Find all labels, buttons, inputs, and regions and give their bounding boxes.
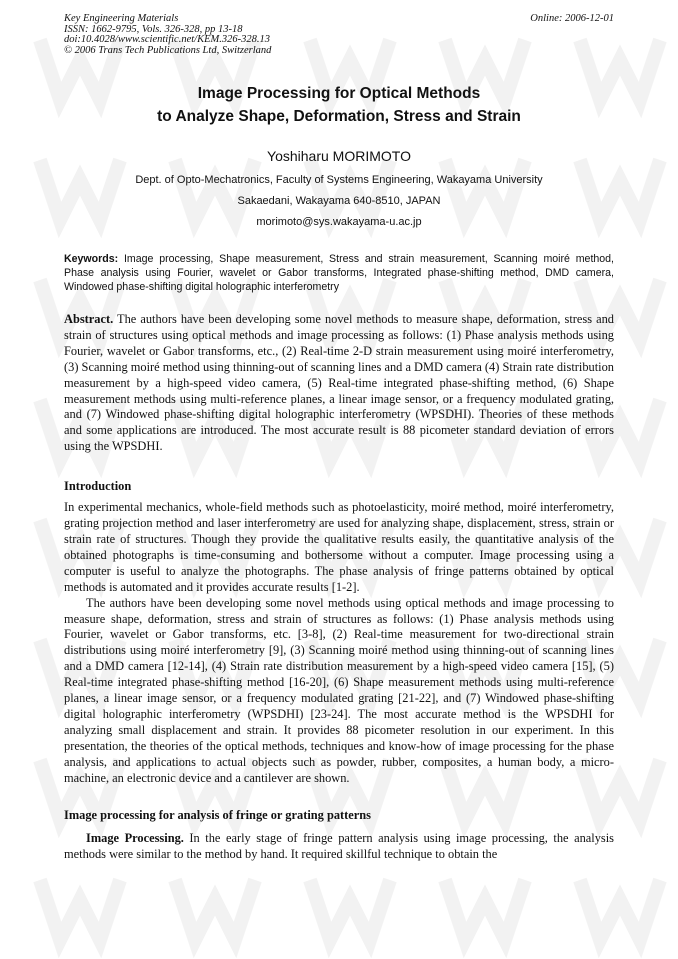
abstract-block [64, 312, 614, 455]
introduction-paragraph-1: In experimental mechanics, whole-field methods such as photoelasticity, moiré method, moiré interferometry, grating projection method and laser interferometry are used for analyzing shape, displacement, stress, strain or strain rate of structures. Though they provide the qualitative results easily, the quantitative analysis of the obtained photographs is time-consuming and bothersome without a computer. Image processing using a computer is useful to analyze the photographs. The phase analysis of fringe patterns obtained by optical methods is automated and it provides accurate results [1-2]. [64, 500, 614, 594]
paper-content [64, 14, 614, 863]
section-heading-image-processing: Image processing for analysis of fringe or grating patterns [64, 808, 371, 823]
section-paragraph-image-processing [64, 831, 614, 863]
author-email[interactable]: morimoto@sys.wakayama-u.ac.jp [256, 216, 422, 228]
doi-line: doi:10.4028/www.scientific.net/KEM.326-328.13 [64, 34, 270, 45]
keywords-text: Image processing, Shape measurement, Stress and strain measurement, Scanning moiré method, Phase analysis using Fourier, wavelet or Gabor transforms, Integrated phase-shifting method, DMD camera, Windowed phase-shifting digital holographic interferometry [64, 253, 615, 293]
affiliation [64, 170, 614, 233]
keywords-block [64, 252, 614, 294]
journal-name: Key Engineering Materials [64, 13, 179, 24]
title-line-2: to Analyze Shape, Deformation, Stress and Strain [157, 108, 521, 125]
title-line-1: Image Processing for Optical Methods [197, 85, 481, 102]
paper-title [64, 82, 614, 128]
abstract-text: The authors have been developing some novel methods to measure shape, deformation, stress and strain of structures using optical methods and image processing as follows: (1) Phase analysis methods using Fourier, wavelet or Gabor transforms, etc., (2) Real-time 2-D strain measurement using moiré interferometry, (3) Scanning moiré method using thinning-out of scanning lines and a DMD camera (4) Strain rate distribution measurement by a high-speed video camera, (5) Real-time integrated phase-shifting method, (6) Shape measurement methods using multi-reference planes, a linear image sensor, or a frequency modulated grating, and (7) Windowed phase-shifting digital holographic interferometry (WPSDHI). Theories of these methods and some applications are introduced. The most accurate result is 88 picometer standard deviation of errors using the WPSDHI. [64, 312, 614, 454]
issn-line: ISSN: 1662-9795, Vols. 326-328, pp 13-18 [64, 23, 243, 35]
keywords-label: Keywords: [64, 253, 119, 265]
section-paragraph-text: In the early stage of fringe pattern analysis using image processing, the analysis methods were similar to the method by hand. It required skillful technique to obtain the [64, 831, 614, 862]
author-name: Yoshiharu MORIMOTO [267, 148, 411, 164]
copyright-line: © 2006 Trans Tech Publications Ltd, Switzerland [64, 44, 272, 56]
journal-header [64, 14, 614, 62]
online-date: Online: 2006-12-01 [530, 13, 614, 24]
affiliation-dept: Dept. of Opto-Mechatronics, Faculty of Systems Engineering, Wakayama University [135, 174, 543, 186]
abstract-label: Abstract. [64, 312, 114, 326]
affiliation-address: Sakaedani, Wakayama 640-8510, JAPAN [237, 195, 441, 207]
runin-heading: Image Processing. [86, 831, 184, 846]
introduction-heading: Introduction [64, 479, 132, 494]
introduction-paragraph-2: The authors have been developing some novel methods using optical methods and image processing to measure shape, deformation, stress and strain of structures as follows: (1) Phase analysis methods using Fourier, wavelet or Gabor transforms, etc. [3-8], (2) Real-time measurement for two-directional strain distributions using moiré interferometry [9], (3) Scanning moiré method using thinning-out of scanning lines and a DMD camera [12-14], (4) Strain rate distribution measurement by a high-speed video camera [15], (5) Real-time integrated phase-shifting method [16-20], (6) Shape measurement methods using multi-reference planes, a linear image sensor, or a frequency modulated grating [21-22], and (7) Windowed phase-shifting digital holographic interferometry (WPSDHI) [23-24]. The most accurate method is the WPSDHI for analyzing small displacement and strain. It provides 88 picometer resolution in our experiment. In this presentation, the theories of the optical methods, techniques and know-how of image processing for the phase analysis, and applications to actual objects such as powder, rubber, composites, a human body, a micro-machine, an electronic device and a cantilever are shown. [64, 595, 614, 785]
